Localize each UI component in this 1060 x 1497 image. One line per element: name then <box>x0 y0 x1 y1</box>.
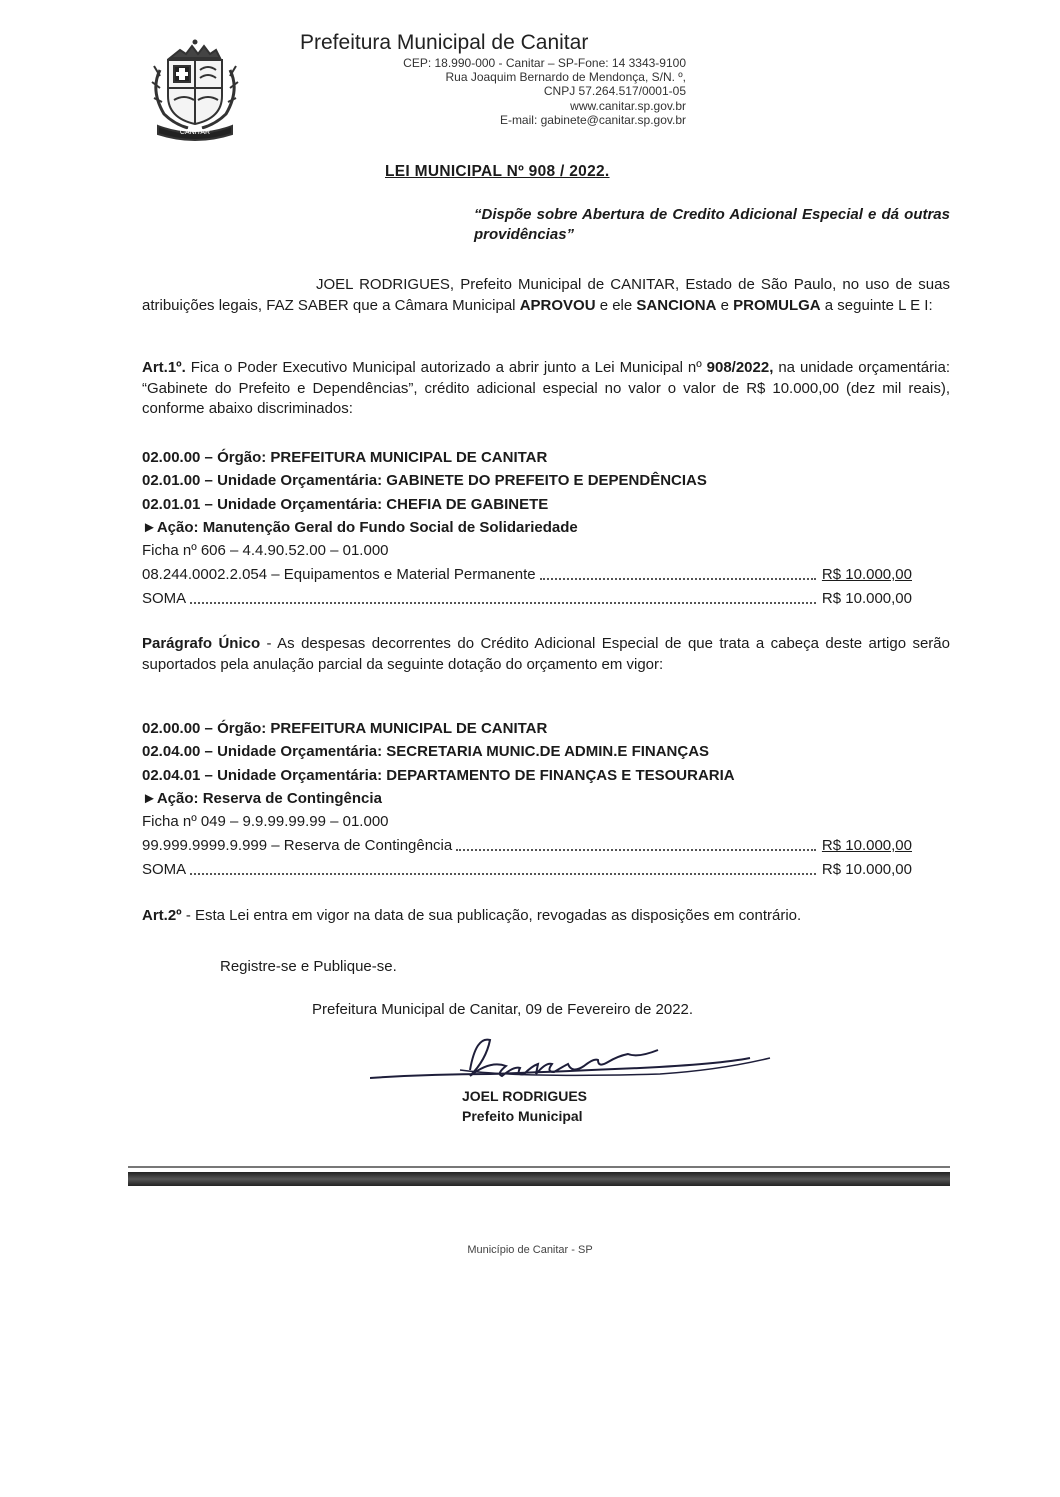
acao-2: ►Ação: Reserva de Contingência <box>142 789 382 807</box>
footer-rule <box>128 1172 950 1186</box>
item-2-value: R$ 10.000,00 <box>821 837 912 854</box>
acao-1: ►Ação: Manutenção Geral do Fundo Social de Solidariedade <box>142 518 578 536</box>
sub-unidade-1: 02.01.01 – Unidade Orçamentária: CHEFIA DE GABINETE <box>142 495 549 513</box>
orgao-1: 02.00.00 – Órgão: PREFEITURA MUNICIPAL DE CANITAR <box>142 449 548 466</box>
institution-name: Prefeitura Municipal de Canitar <box>300 31 589 54</box>
footer-rule-thin <box>128 1166 950 1168</box>
soma-1-value: R$ 10.000,00 <box>821 590 912 607</box>
sub-unidade-2: 02.04.01 – Unidade Orçamentária: DEPARTAMENTO DE FINANÇAS E TESOURARIA <box>142 766 735 784</box>
letterhead <box>300 30 720 127</box>
law-title: LEI MUNICIPAL Nº 908 / 2022. <box>385 163 610 180</box>
cnpj: CNPJ 57.264.517/0001-05 <box>543 84 686 99</box>
budget-block-1 <box>142 446 942 562</box>
article-1: Art.1º. Fica o Poder Executivo Municipal autorizado a abrir junto a Lei Municipal nº 908/2022, na unidade orçamentária: “Gabinete do Prefeito e Dependências”, crédito adicional especial no valor o valor de R$ 10.000,00 (dez mil reais), conforme abaixo discriminados: <box>142 359 950 417</box>
orgao-2: 02.00.00 – Órgão: PREFEITURA MUNICIPAL DE CANITAR <box>142 720 548 737</box>
cep-phone: CEP: 18.990-000 - Canitar – SP-Fone: 14 3343-9100 <box>403 56 686 70</box>
signatory-name: JOEL RODRIGUES <box>462 1088 587 1104</box>
signatory-role: Prefeito Municipal <box>462 1108 583 1124</box>
soma-2-value: R$ 10.000,00 <box>821 861 912 878</box>
footer-text: Município de Canitar - SP <box>467 1244 593 1256</box>
article-2: Art.2º - Esta Lei entra em vigor na data de sua publicação, revogadas as disposições em contrário. <box>142 907 802 924</box>
address: Rua Joaquim Bernardo de Mendonça, S/N. º, <box>445 70 686 85</box>
ficha-1: Ficha nº 606 – 4.4.90.52.00 – 01.000 <box>142 542 389 560</box>
email: E-mail: gabinete@canitar.sp.gov.br <box>499 112 686 127</box>
mayor-name: JOEL RODRIGUES, <box>316 276 455 293</box>
ementa: “Dispõe sobre Abertura de Credito Adicional Especial e dá outras providências” <box>474 206 950 243</box>
article-2-label: Art.2º <box>142 907 182 924</box>
budget-item-1: 08.244.0002.2.054 – Equipamentos e Material Permanente R$ 10.000,00 <box>142 566 912 583</box>
ficha-2: Ficha nº 049 – 9.9.99.99.99 – 01.000 <box>142 813 389 831</box>
crest-label: CANITAR <box>179 129 211 136</box>
website: www.canitar.sp.gov.br <box>570 98 686 113</box>
municipal-coat-of-arms <box>140 30 250 148</box>
unidade-2: 02.04.00 – Unidade Orçamentária: SECRETARIA MUNIC.DE ADMIN.E FINANÇAS <box>142 743 710 761</box>
registre-line: Registre-se e Publique-se. <box>220 958 397 975</box>
soma-2: SOMA R$ 10.000,00 <box>142 861 912 878</box>
budget-item-2: 99.999.9999.9.999 – Reserva de Contingência R$ 10.000,00 <box>142 837 912 854</box>
paragrafo-label: Parágrafo Único <box>142 635 261 652</box>
soma-1: SOMA R$ 10.000,00 <box>142 590 912 607</box>
place-date: Prefeitura Municipal de Canitar, 09 de Fevereiro de 2022. <box>312 1001 694 1018</box>
unidade-1: 02.01.00 – Unidade Orçamentária: GABINETE DO PREFEITO E DEPENDÊNCIAS <box>142 472 707 490</box>
budget-block-2 <box>142 717 942 833</box>
article-1-label: Art.1º. <box>142 359 186 376</box>
preamble: JOEL RODRIGUES, Prefeito Municipal de CANITAR, Estado de São Paulo, no uso de suas atribuições legais, FAZ SABER que a Câmara Municipal APROVOU e ele SANCIONA e PROMULGA a seguinte L E I: <box>142 276 950 314</box>
item-1-value: R$ 10.000,00 <box>821 566 912 583</box>
signatory <box>462 1086 587 1126</box>
paragrafo-unico: Parágrafo Único - As despesas decorrentes do Crédito Adicional Especial de que trata a cabeça deste artigo serão suportados pela anulação parcial da seguinte dotação do orçamento em vigor: <box>142 635 950 673</box>
